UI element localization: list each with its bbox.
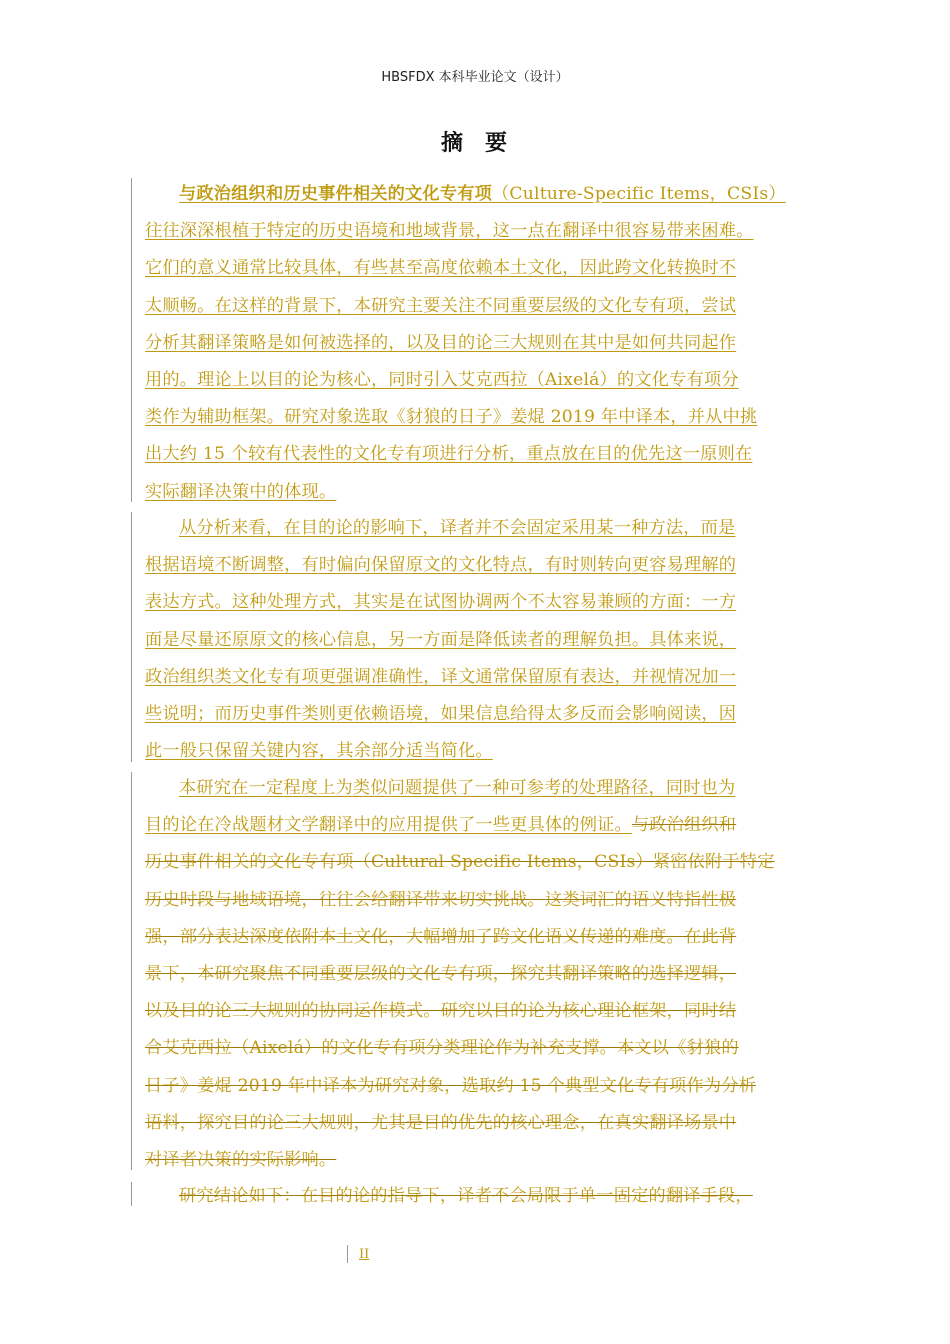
deleted-line: 强，部分表达深度依附本土文化，大幅增加了跨文化语义传递的难度。在此背	[145, 926, 737, 947]
change-bar	[131, 178, 132, 502]
deleted-line: 对译者决策的实际影响。	[145, 1149, 337, 1170]
page-header: HBSFDX 本科毕业论文（设计）	[381, 70, 569, 85]
text-line: 本研究在一定程度上为类似问题提供了一种可参考的处理路径，同时也为	[179, 778, 736, 798]
deleted-text: 与政治组织和	[631, 815, 737, 836]
text-line: 它们的意义通常比较具体，有些甚至高度依赖本土文化，因此跨文化转换时不	[145, 258, 737, 279]
text-line: 些说明；而历史事件类则更依赖语境，如果信息给得太多反而会影响阅读，因	[145, 703, 737, 724]
text-line: 往往深深根植于特定的历史语境和地域背景，这一点在翻译中很容易带来困难。	[145, 221, 754, 242]
text-line: 政治组织类文化专有项更强调准确性，译文通常保留原有表达，并视情况加一	[145, 666, 737, 687]
deleted-line: 景下，本研究聚焦不同重要层级的文化专有项，探究其翻译策略的选择逻辑，	[145, 963, 737, 984]
text-line: 用的。理论上以目的论为核心，同时引入艾克西拉（Aixelá）的文化专有项分	[145, 369, 739, 390]
abstract-paragraph-2	[145, 510, 807, 770]
deleted-line: 日子》姜焜 2019 年中译本为研究对象，选取约 15 个典型文化专有项作为分析	[145, 1075, 757, 1096]
abstract-paragraph-4	[145, 1178, 807, 1215]
change-bar	[347, 1245, 348, 1263]
text-line: 从分析来看，在目的论的影响下，译者并不会固定采用某一种方法，而是	[179, 518, 736, 538]
change-bar	[131, 772, 132, 1170]
text-line: 实际翻译决策中的体现。	[145, 481, 337, 502]
deleted-line: 语料，探究目的论三大规则，尤其是目的优先的核心理念，在真实翻译场景中	[145, 1112, 737, 1133]
inserted-text: 目的论在冷战题材文学翻译中的应用提供了一些更具体的例证。	[145, 815, 632, 836]
deleted-line: 历史事件相关的文化专有项（Cultural Specific Items，CSIs）紧密依附于特定	[145, 852, 775, 873]
text-line: 出大约 15 个较有代表性的文化专有项进行分析，重点放在目的优先这一原则在	[145, 444, 753, 465]
text-line: 与政治组织和历史事件相关的文化专有项（Culture-Specific Items，CSIs）	[179, 184, 786, 204]
change-bar	[131, 512, 132, 762]
deleted-line: 研究结论如下：在目的论的指导下，译者不会局限于单一固定的翻译手段，	[179, 1186, 753, 1206]
title-char-1: 摘	[440, 131, 465, 156]
text-line: 面是尽量还原原文的核心信息，另一方面是降低读者的理解负担。具体来说，	[145, 629, 737, 650]
text-line: 根据语境不断调整，有时偏向保留原文的文化特点，有时则转向更容易理解的	[145, 555, 737, 576]
text-line: 太顺畅。在这样的背景下，本研究主要关注不同重要层级的文化专有项，尝试	[145, 295, 737, 316]
abstract-paragraph-1	[145, 176, 807, 511]
deleted-line: 历史时段与地域语境，往往会给翻译带来切实挑战。这类词汇的语义特指性极	[145, 889, 737, 910]
change-bar	[131, 1182, 132, 1206]
page-number: II	[359, 1247, 370, 1262]
text-line: 表达方式。这种处理方式，其实是在试图协调两个不太容易兼顾的方面：一方	[145, 592, 737, 613]
abstract-title	[0, 126, 950, 157]
text-line	[145, 807, 807, 844]
text-line: 分析其翻译策略是如何被选择的，以及目的论三大规则在其中是如何共同起作	[145, 332, 737, 353]
text-line: 类作为辅助框架。研究对象选取《豺狼的日子》姜焜 2019 年中译本，并从中挑	[145, 407, 758, 428]
title-char-2: 要	[485, 131, 510, 156]
deleted-line: 合艾克西拉（Aixelá）的文化专有项分类理论作为补充支撑。本文以《豺狼的	[145, 1038, 739, 1059]
text-line: 此一般只保留关键内容，其余部分适当简化。	[145, 741, 493, 762]
abstract-paragraph-3	[145, 770, 807, 1179]
deleted-line: 以及目的论三大规则的协同运作模式。研究以目的论为核心理论框架，同时结	[145, 1001, 737, 1022]
